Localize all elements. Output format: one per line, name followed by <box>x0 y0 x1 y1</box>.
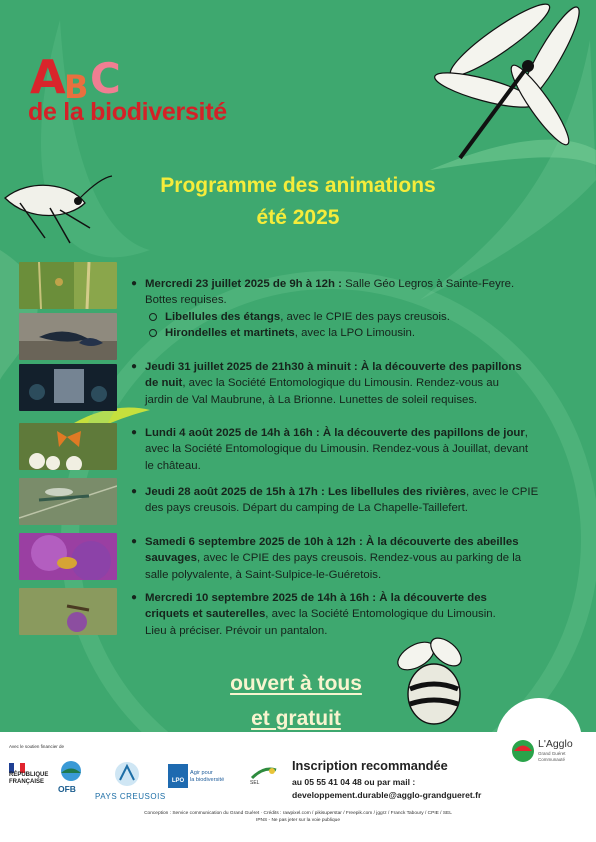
photo-swallow <box>19 313 117 360</box>
list-item: ● Jeudi 31 juillet 2025 de 21h30 à minuit : À la découverte des papillons de nuit, avec la Société Entomologique du Limousin. Rendez-vous au jardin de Val Maubrune, à La Brionne. Lunettes de soleil requises. <box>131 361 522 406</box>
agglo-name: L'Agglo <box>538 738 573 750</box>
photo-night-moths <box>19 364 117 411</box>
sub-item: Hirondelles et martinets, avec la LPO Limousin. <box>165 325 562 341</box>
abc-logo <box>28 48 227 126</box>
list-item: ● Lundi 4 août 2025 de 14h à 16h : À la découverte des papillons de jour, avec la Société Entomologique du Limousin. Rendez-vous à Jouillat, devant le château. <box>131 427 529 472</box>
partners-heading: Avec le soutien financier de <box>9 744 64 749</box>
logo-subtitle: de la biodiversité <box>28 98 227 126</box>
registration-phone: au 05 55 41 04 48 ou par mail : <box>292 777 416 787</box>
lpo-logo: LPO <box>168 764 188 788</box>
lpo-tagline: Agir pour la biodiversité <box>190 770 225 783</box>
list-item: ● Jeudi 28 août 2025 de 15h à 17h : Les libellules des rivières, avec le CPIE des pays creusois. Départ du camping de La Chapelle-Taillefert. <box>131 486 539 515</box>
photo-dragonfly-pond <box>19 262 117 309</box>
page-title: Programme des animations <box>160 174 436 197</box>
sel-label: SEL <box>250 780 260 786</box>
pays-creusois-logo <box>112 760 142 788</box>
event-date: Mercredi 23 juillet 2025 de 9h à 12h : <box>145 278 342 290</box>
agglo-emblem-icon <box>510 738 536 764</box>
grasshopper-illustration <box>0 168 115 248</box>
agglo-subtitle: Grand Guéret Communauté <box>538 751 566 762</box>
pays-creusois-label: PAYS CREUSOIS <box>95 792 166 801</box>
logo-letter-a: A <box>30 50 66 104</box>
photo-cricket <box>19 588 117 635</box>
sub-item: Libellules des étangs, avec le CPIE des pays creusois. <box>165 309 562 325</box>
photo-river-dragonfly <box>19 478 117 525</box>
list-item: ● Samedi 6 septembre 2025 de 10h à 12h : À la découverte des abeilles sauvages, avec le CPIE des pays creusois. Rendez-vous au parking de la salle polyvalente, à Saint-Sulpice-le-Guéretois. <box>131 536 522 581</box>
registration-heading: Inscription recommandée <box>292 758 448 773</box>
dragonfly-illustration <box>430 0 596 160</box>
credits: Conception : Service communication du Grand Guéret · Crédits : rawpixel.com / pikisuperstar / Freepik.com / jggrz / Franck Taboury / CPIE / SEL <box>144 811 452 816</box>
logo-letter-c: C <box>90 54 121 103</box>
ipns-notice: IPNS - Ne pas jeter sur la voie publique <box>256 818 340 823</box>
photo-wild-bee <box>19 533 117 580</box>
cta-open-to-all: ouvert à tous <box>230 672 362 695</box>
sel-logo <box>250 766 278 780</box>
list-item: ● Mercredi 10 septembre 2025 de 14h à 16h : À la découverte des criquets et sauterelles, avec la Société Entomologique du Limousin. Lieu à préciser. Prévoir un pantalon. <box>131 592 496 637</box>
list-item: ● Mercredi 23 juillet 2025 de 9h à 12h : Salle Géo Legros à Sainte-Feyre. Bottes requises. Libellules des étangs, avec le CPIE des pays creusois. Hirondelles et martinets, avec la LPO Limousin. <box>128 276 562 341</box>
photo-butterfly-day <box>19 423 117 470</box>
registration-email[interactable]: developpement.durable@agglo-grandgueret.fr <box>292 790 482 800</box>
logo-letter-b: B <box>64 68 89 106</box>
republique-francaise-logo: RÉPUBLIQUE FRANÇAISE <box>9 760 59 802</box>
page-subtitle-year: été 2025 <box>256 206 340 229</box>
cta-free: et gratuit <box>251 707 341 730</box>
ofb-label: OFB <box>58 784 76 794</box>
